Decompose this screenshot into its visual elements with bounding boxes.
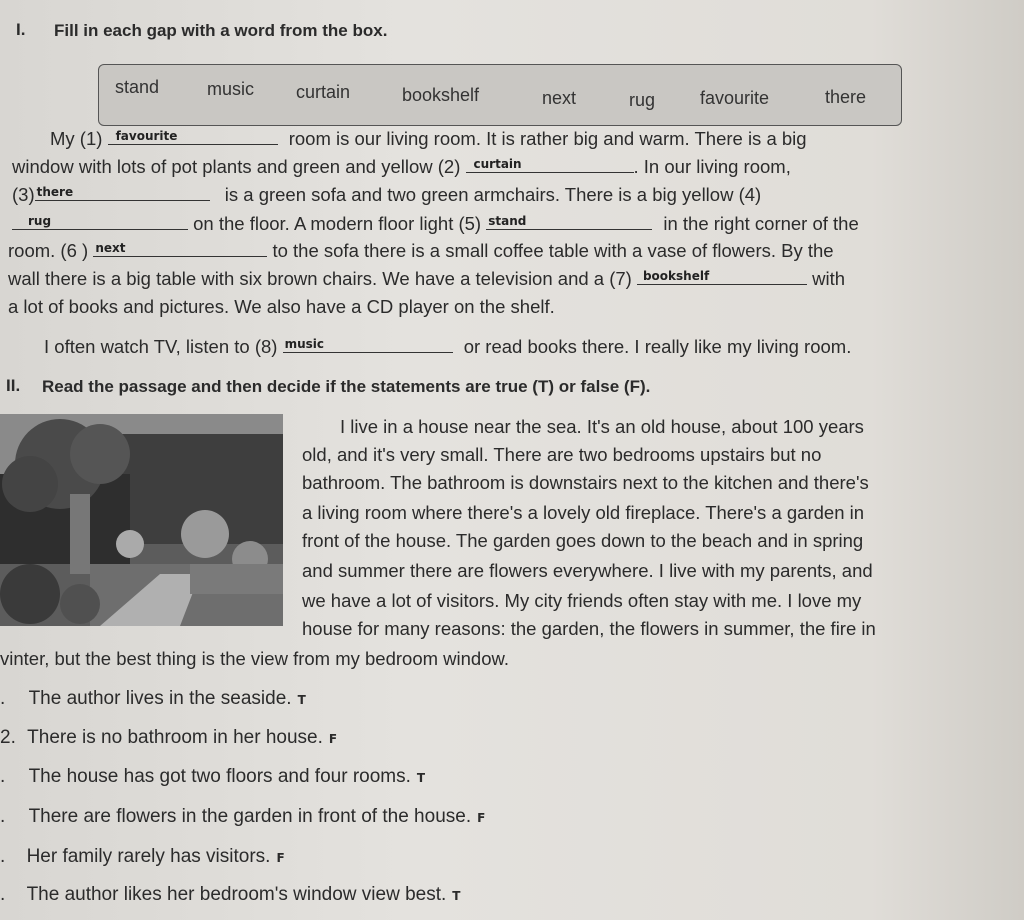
section1-number: I. <box>16 20 26 39</box>
statement-answer: F <box>328 732 338 746</box>
passage2-line: house for many reasons: the garden, the flowers in summer, the fire in <box>302 618 876 639</box>
gap-2 <box>466 156 634 173</box>
statement-answer: F <box>477 811 486 825</box>
section2-number: II. <box>6 376 21 395</box>
word-favourite: favourite <box>700 88 770 108</box>
statement-2 <box>0 727 337 749</box>
statement-number: . <box>0 846 6 867</box>
statement-number: . <box>0 688 6 709</box>
gap-7 <box>637 268 807 285</box>
passage1-line2 <box>12 156 791 178</box>
gap-6 <box>93 240 267 257</box>
gap-8 <box>283 336 453 353</box>
section1-title: Fill in each gap with a word from the box. <box>54 21 388 40</box>
passage1-line3 <box>12 184 761 206</box>
passage2-line: we have a lot of visitors. My city friends often stay with me. I love my <box>302 590 862 611</box>
statement-number: 2. <box>0 727 16 748</box>
answer-6: next <box>95 241 126 255</box>
passage2-line: a living room where there's a lovely old fireplace. There's a garden in <box>302 502 865 523</box>
statement-text: The author likes her bedroom's window view best. <box>26 884 447 905</box>
answer-5: stand <box>488 214 527 228</box>
statement-6 <box>0 884 460 906</box>
passage2-last-line: vinter, but the best thing is the view from my bedroom window. <box>0 648 509 669</box>
passage1-line4 <box>12 213 859 235</box>
statement-number: . <box>0 884 6 905</box>
passage2-line: front of the house. The garden goes down to the beach and in spring <box>302 530 864 551</box>
word-box <box>98 64 902 126</box>
statement-answer: T <box>416 771 426 785</box>
text: My (1) <box>50 128 103 149</box>
house-garden-illustration <box>0 414 283 626</box>
word-rug: rug <box>629 90 656 110</box>
passage1-line7: a lot of books and pictures. We also have a CD player on the shelf. <box>8 296 555 317</box>
passage1-line1 <box>50 128 807 150</box>
text: or read books there. I really like my living room. <box>463 336 852 357</box>
word-music: music <box>207 79 255 99</box>
text: . In our living room, <box>633 156 791 177</box>
text: to the sofa there is a small coffee table with a vase of flowers. By the <box>272 240 834 261</box>
gap-3 <box>35 184 210 201</box>
house-garden-photo <box>0 414 283 626</box>
gap-4 <box>12 213 188 230</box>
word-curtain: curtain <box>296 82 351 102</box>
statement-text: The author lives in the seaside. <box>28 688 292 709</box>
answer-4: rug <box>28 214 52 228</box>
text: window with lots of pot plants and green and yellow (2) <box>12 156 461 177</box>
text: on the floor. A modern floor light (5) <box>193 213 482 234</box>
statement-text: Her family rarely has visitors. <box>26 846 271 867</box>
statement-3 <box>0 766 425 788</box>
gap-5 <box>486 213 652 230</box>
text: in the right corner of the <box>663 213 859 234</box>
statement-number: . <box>0 766 6 787</box>
statement-text: There is no bathroom in her house. <box>27 727 323 748</box>
statement-answer: T <box>297 693 306 707</box>
text: room is our living room. It is rather big and warm. There is a big <box>288 128 807 149</box>
section2-title: Read the passage and then decide if the statements are true (T) or false (F). <box>42 377 651 396</box>
statement-5 <box>0 846 285 868</box>
text: with <box>812 268 846 289</box>
passage2-line: and summer there are flowers everywhere. I live with my parents, and <box>302 560 873 581</box>
statement-4 <box>0 806 485 828</box>
statement-number: . <box>0 806 6 827</box>
text: wall there is a big table with six brown chairs. We have a television and a (7) <box>8 268 632 289</box>
text: I often watch TV, listen to (8) <box>44 336 278 357</box>
statement-text: There are flowers in the garden in front of the house. <box>28 806 472 827</box>
statement-answer: T <box>452 889 461 903</box>
gap-1 <box>108 128 278 145</box>
passage2-line: old, and it's very small. There are two bedrooms upstairs but no <box>302 444 822 465</box>
text: (3) <box>12 184 35 205</box>
passage1-line5 <box>8 240 834 262</box>
passage2-line: I live in a house near the sea. It's an old house, about 100 years <box>340 416 864 437</box>
passage1-line8 <box>44 336 851 358</box>
word-stand: stand <box>115 77 160 97</box>
statement-answer: F <box>276 851 285 865</box>
text: room. (6 ) <box>8 240 89 261</box>
word-there: there <box>825 87 867 107</box>
text: is a green sofa and two green armchairs. There is a big yellow (4) <box>224 184 762 205</box>
statement-text: The house has got two floors and four rooms. <box>28 766 411 787</box>
answer-3: there <box>36 185 74 199</box>
word-bookshelf: bookshelf <box>402 85 480 105</box>
answer-8: music <box>284 337 324 351</box>
passage2-line: bathroom. The bathroom is downstairs next to the kitchen and there's <box>302 472 869 493</box>
statement-1 <box>0 688 306 710</box>
answer-7: bookshelf <box>642 269 710 283</box>
answer-1: favourite <box>115 129 178 143</box>
answer-2: curtain <box>473 157 522 171</box>
passage1-line6 <box>8 268 845 290</box>
word-next: next <box>542 88 577 108</box>
